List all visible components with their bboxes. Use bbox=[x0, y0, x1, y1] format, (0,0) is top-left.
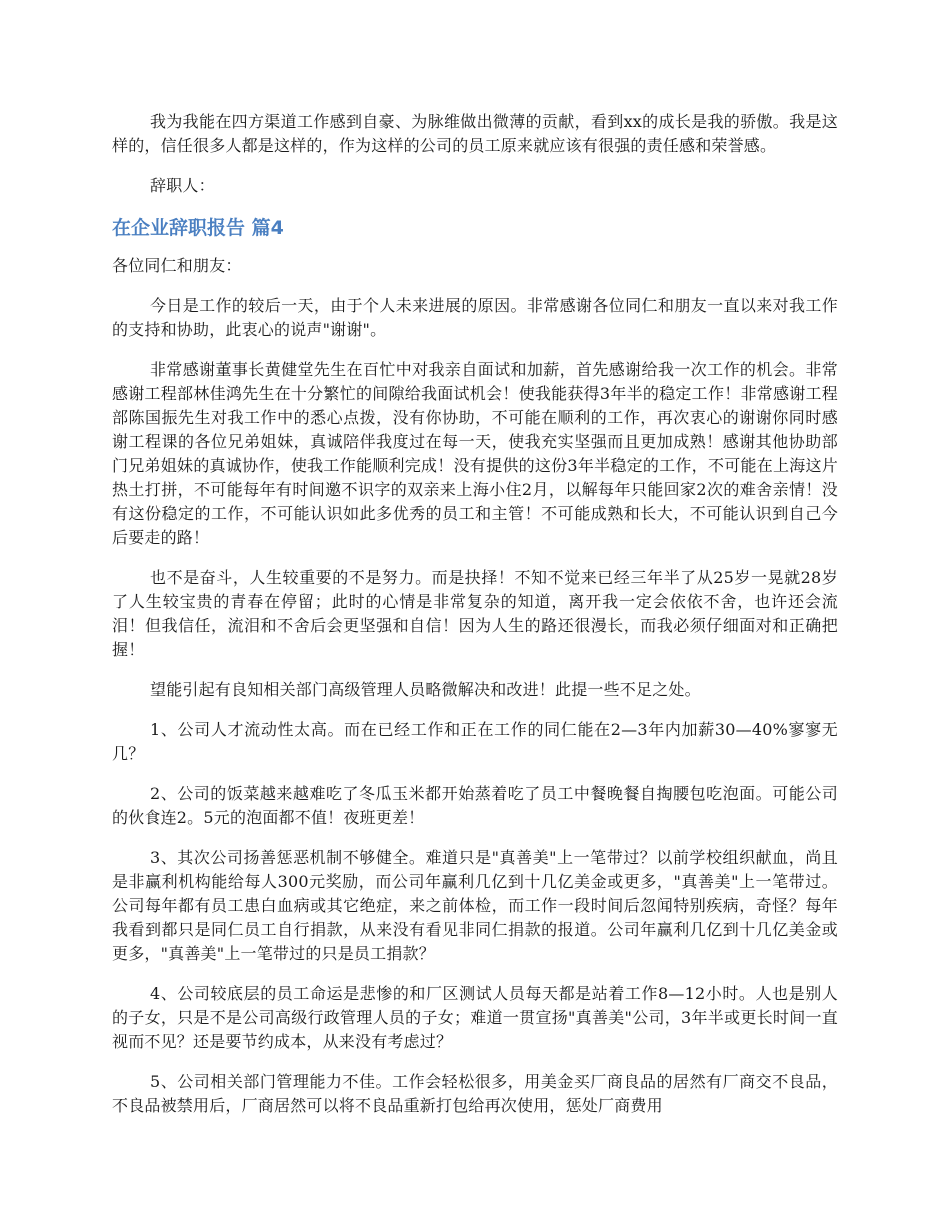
paragraph-suggestion-intro: 望能引起有良知相关部门高级管理人员略微解决和改进！此提一些不足之处。 bbox=[150, 680, 701, 699]
paragraph-point-5: 5、公司相关部门管理能力不佳。工作会轻松很多，用美金买厂商良品的居然有厂商交不良品，不良品被禁用后，厂商居然可以将不良品重新打包给再次使用，惩处厂商费用 bbox=[112, 1072, 838, 1115]
greeting: 各位同仁和朋友： bbox=[112, 256, 242, 275]
paragraph-point-3: 3、其次公司扬善惩恶机制不够健全。难道只是"真善美"上一笔带过？以前学校组织献血，尚且是非赢利机构能给每人300元奖励，而公司年赢利几亿到十几亿美金或更多，"真善美"上一笔带过。公司每年都有员工患白血病或其它绝症，来之前体检，而工作一段时间后忽闻特别疾病，奇怪？每年我看到都只是同仁员工自行捐款，从来没有看见非同仁捐款的报道。公司年赢利几亿到十几亿美金或更多，"真善美"上一笔带过的只是员工捐款？ bbox=[112, 848, 838, 963]
paragraph-signature: 辞职人： bbox=[150, 176, 215, 195]
paragraph-pride: 我为我能在四方渠道工作感到自豪、为脉维做出微薄的贡献，看到xx的成长是我的骄傲。我是这样的，信任很多人都是这样的，作为这样的公司的员工原来就应该有很强的责任感和荣誉感。 bbox=[112, 112, 838, 155]
paragraph-choice: 也不是奋斗，人生较重要的不是努力。而是抉择！不知不觉来已经三年半了从25岁一晃就28岁了人生较宝贵的青春在停留；此时的心情是非常复杂的知道，离开我一定会依依不舍，也许还会流泪！但我信任，流泪和不舍后会更坚强和自信！因为人生的路还很漫长，而我必须仔细面对和正确把握！ bbox=[112, 568, 838, 659]
paragraph-point-4: 4、公司较底层的员工命运是悲惨的和厂区测试人员每天都是站着工作8—12小时。人也是别人的子女，只是不是公司高级行政管理人员的子女；难道一贯宣扬"真善美"公司，3年半或更长时间一直视而不见？还是要节约成本，从来没有考虑过？ bbox=[112, 984, 838, 1051]
paragraph-point-1: 1、公司人才流动性太高。而在已经工作和正在工作的同仁能在2—3年内加薪30—40%寥寥无几？ bbox=[112, 720, 838, 763]
paragraph-last-day: 今日是工作的较后一天，由于个人未来进展的原因。非常感谢各位同仁和朋友一直以来对我工作的支持和协助，此衷心的说声"谢谢"。 bbox=[112, 296, 838, 339]
paragraph-thanks: 非常感谢董事长黄健堂先生在百忙中对我亲自面试和加薪，首先感谢给我一次工作的机会。非常感谢工程部林佳鸿先生在十分繁忙的间隙给我面试机会！使我能获得3年半的稳定工作！非常感谢工程部陈国振先生对我工作中的悉心点拨，没有你协助，不可能在顺利的工作，再次衷心的谢谢你同时感谢工程课的各位兄弟姐妹，真诚陪伴我度过在每一天，使我充实坚强而且更加成熟！感谢其他协助部门兄弟姐妹的真诚协作，使我工作能顺利完成！没有提供的这份3年半稳定的工作，不可能在上海这片热土打拼，不可能每年有时间邀不识字的双亲来上海小住2月，以解每年只能回家2次的难舍亲情！没有这份稳定的工作，不可能认识如此多优秀的员工和主管！不可能成熟和长大，不可能认识到自己今后要走的路！ bbox=[112, 360, 838, 547]
paragraph-point-2: 2、公司的饭菜越来越难吃了冬瓜玉米都开始蒸着吃了员工中餐晚餐自掏腰包吃泡面。可能公司的伙食连2。5元的泡面都不值！夜班更差！ bbox=[112, 784, 838, 827]
section-heading: 在企业辞职报告 篇4 bbox=[112, 217, 284, 239]
